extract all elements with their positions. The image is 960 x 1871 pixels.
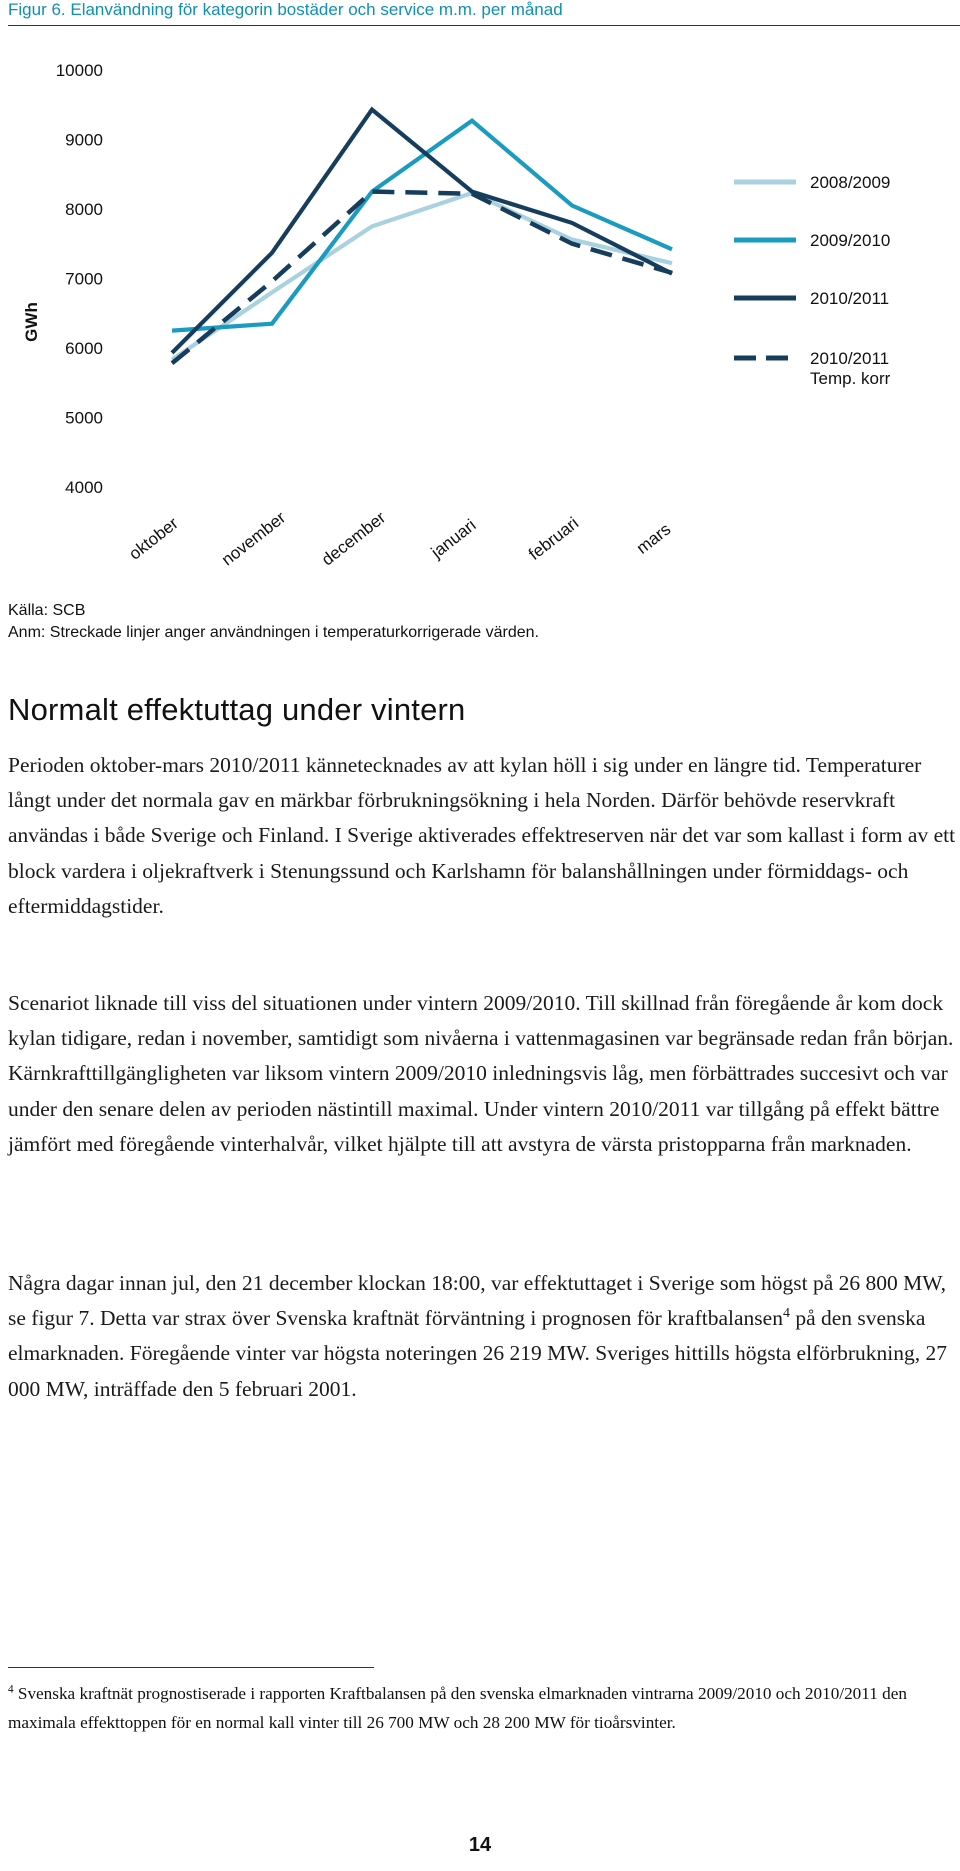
footnote-divider <box>8 1667 374 1668</box>
x-tick-label: oktober <box>125 513 182 564</box>
legend-label: 2010/2011 Temp. korr <box>810 349 891 388</box>
source-note: Källa: SCB <box>8 602 86 619</box>
footnote <box>8 1679 958 1737</box>
legend-label: 2008/2009 <box>810 173 891 192</box>
x-tick-label: december <box>317 507 390 570</box>
remark-note: Anm: Streckade linjer anger användningen i temperaturkorrigerade värden. <box>8 624 539 641</box>
y-tick-label: 9000 <box>65 130 103 150</box>
paragraph: Perioden oktober-mars 2010/2011 kännetecknades av att kylan höll i sig under en längre tid. Temperaturer långt under det normala gav en märkbar förbrukningsökning i hela Norden. Därför behövde reservkraft användas i både Sverige och Finland. I Sverige aktiverades effektreserven när det var som kallast i form av ett block vardera i oljekraftverk i Stenungssund och Karlshamn för balanshållningen under förmiddags- och eftermiddagstider. <box>8 753 956 918</box>
y-axis-label: GWh <box>22 302 41 342</box>
paragraph: Scenariot liknade till viss del situationen under vintern 2009/2010. Till skillnad från föregående år kom dock kylan tidigare, redan i november, samtidigt som nivåerna i vattenmagasinen var begränsade redan från början. Kärnkrafttillgängligheten var liksom vintern 2009/2010 inledningsvis låg, men förbättrades succesivt och var under den senare delen av perioden nästintill maximal. Under vintern 2010/2011 var tillgång på effekt bättre jämfört med föregående vinterhalvår, vilket hjälpte till att avstyra de värsta pristopparna från marknaden. <box>8 991 954 1156</box>
y-tick-label: 7000 <box>65 269 103 289</box>
y-tick-label: 4000 <box>65 478 103 497</box>
page-number: 14 <box>468 1834 492 1856</box>
x-axis-ticks <box>125 508 674 570</box>
chart-notes <box>8 600 539 644</box>
figure-divider <box>8 25 960 26</box>
paragraph <box>8 1266 958 1407</box>
footnote-text: Svenska kraftnät prognostiserade i rapporten Kraftbalansen på den svenska elmarknaden vintrarna 2009/2010 och 2010/2011 den maximala effekttoppen för en normal kall vinter till 26 700 MW och 28 200 MW för tioårsvinter. <box>8 1684 907 1732</box>
legend-label: 2009/2010 <box>810 231 891 250</box>
y-tick-label: 6000 <box>65 339 103 358</box>
figure-caption: Figur 6. Elanvändning för kategorin bostäder och service m.m. per månad <box>8 0 563 19</box>
y-tick-label: 10000 <box>55 61 103 80</box>
x-tick-label: februari <box>525 513 583 564</box>
x-tick-label: mars <box>632 519 675 558</box>
y-axis-ticks <box>56 61 103 497</box>
series-lines <box>172 110 672 364</box>
line-chart <box>0 40 960 585</box>
paragraph-text: Några dagar innan jul, den 21 december klockan 18:00, var effektuttaget i Sverige som högst på 26 800 MW, se figur 7. Detta var strax över Svenska kraftnät förväntning i prognosen för kraftbalansen <box>8 1271 946 1331</box>
y-tick-label: 5000 <box>65 408 103 428</box>
footnote-reference: 4 <box>782 1306 790 1322</box>
chart-legend <box>734 173 891 388</box>
x-tick-label: november <box>217 507 290 570</box>
x-tick-label: januari <box>427 515 480 562</box>
series-line <box>172 110 672 353</box>
y-tick-label: 8000 <box>65 200 103 219</box>
paragraph-text: på den svenska elmarknaden. Föregående vinter var högsta noteringen 26 219 MW. Sveriges hittills högsta elförbrukning, 27 000 MW, inträffade den 5 februari 2001. <box>8 1306 948 1401</box>
section-heading: Normalt effektuttag under vintern <box>8 692 466 727</box>
footnote-marker: 4 <box>8 1683 14 1696</box>
legend-label: 2010/2011 <box>810 289 890 308</box>
